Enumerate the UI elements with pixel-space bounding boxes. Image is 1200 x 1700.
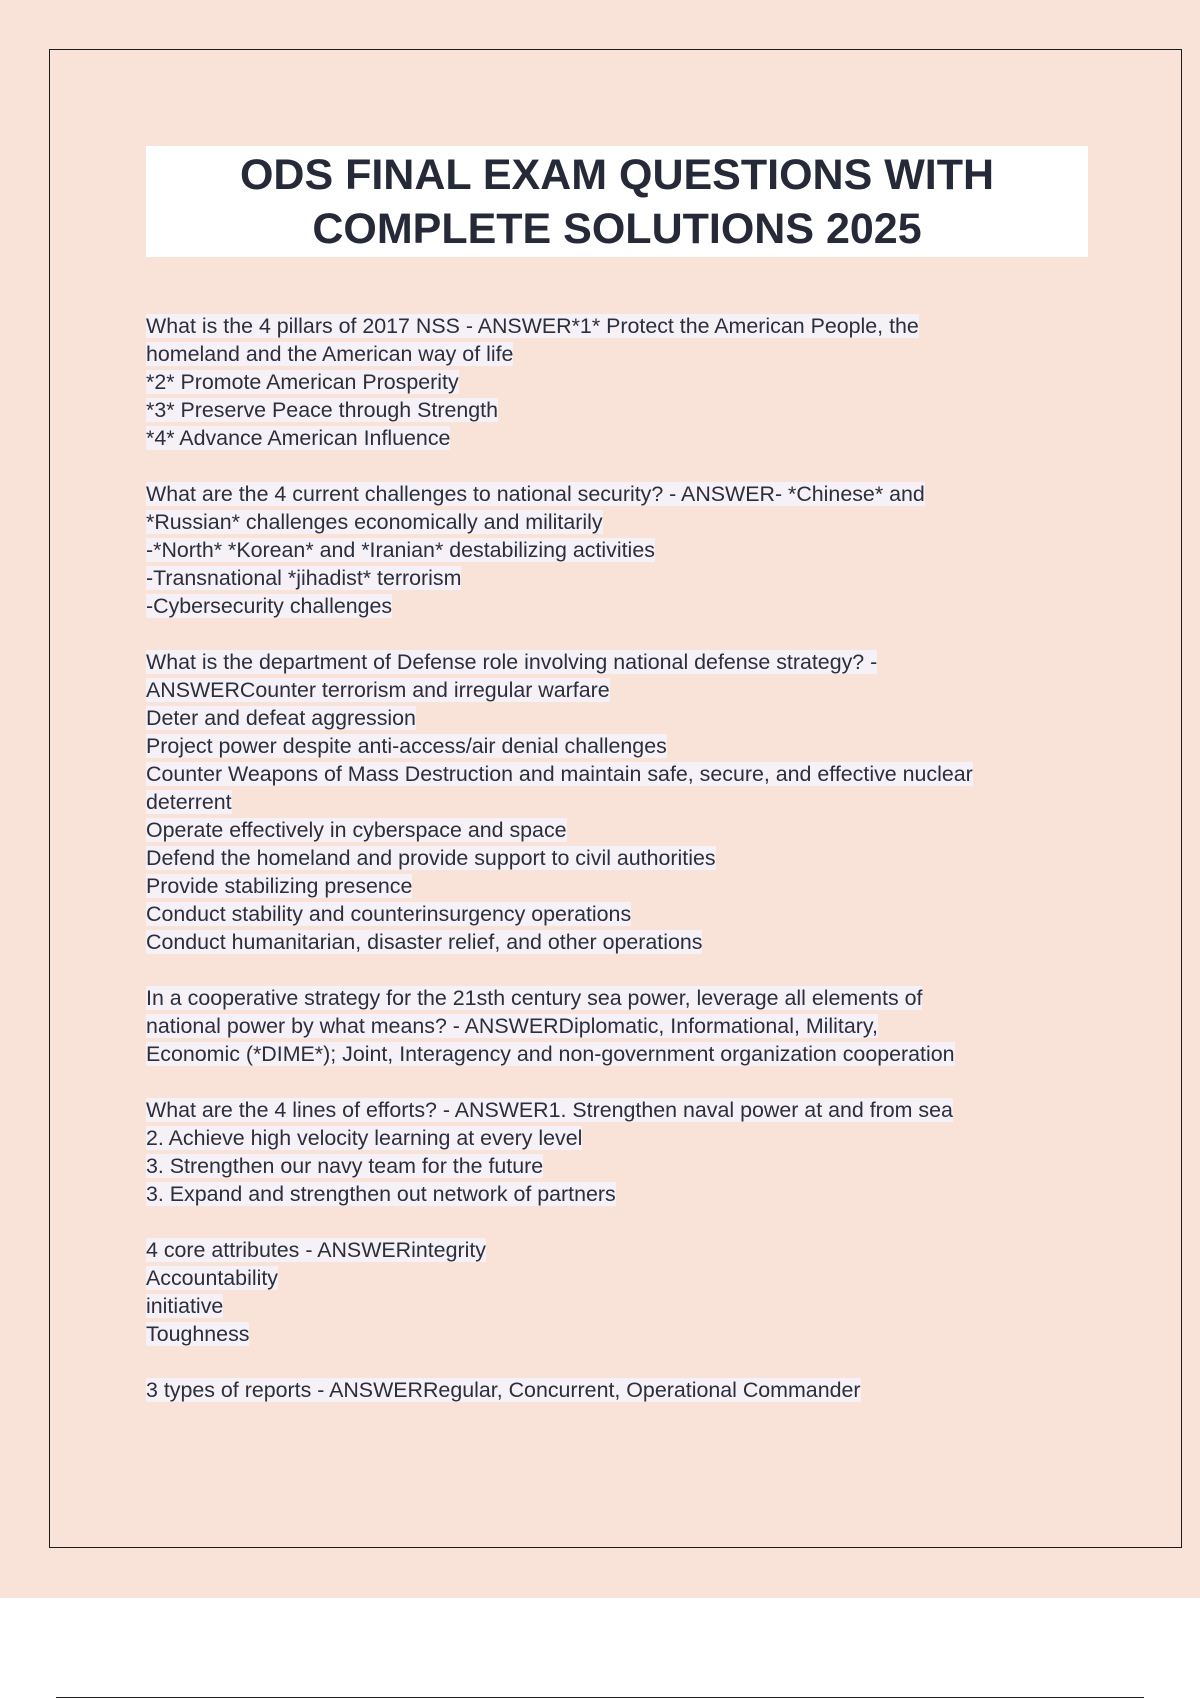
qa-answer-line [146,508,1096,536]
qa-answer-line [146,788,1096,816]
qa-line-text: Toughness [146,1322,250,1346]
qa-line-text: What are the 4 current challenges to national security? - ANSWER- *Chinese* and [146,482,925,506]
bottom-divider [56,1697,1144,1698]
qa-line-text: Provide stabilizing presence [146,874,413,898]
qa-answer-line [146,1152,1096,1180]
qa-question-line [146,984,1096,1012]
qa-line-text: -Transnational *jihadist* terrorism [146,566,462,590]
qa-line-text: Operate effectively in cyberspace and space [146,818,567,842]
qa-answer-line [146,844,1096,872]
qa-line-text: Counter Weapons of Mass Destruction and maintain safe, secure, and effective nuclear [146,762,973,786]
qa-answer-line [146,704,1096,732]
qa-line-text: 4 core attributes - ANSWERintegrity [146,1238,486,1262]
qa-question-line [146,648,1096,676]
qa-answer-line [146,732,1096,760]
qa-question-line [146,312,1096,340]
qa-answer-line [146,1180,1096,1208]
qa-line-text: Conduct stability and counterinsurgency operations [146,902,632,926]
qa-question-line [146,1376,1096,1404]
qa-answer-line [146,1264,1096,1292]
qa-block [146,648,1096,956]
qa-line-text: national power by what means? - ANSWERDiplomatic, Informational, Military, [146,1014,878,1038]
qa-answer-line [146,536,1096,564]
qa-block [146,984,1096,1068]
qa-line-text: *4* Advance American Influence [146,426,451,450]
qa-line-text: 2. Achieve high velocity learning at every level [146,1126,583,1150]
qa-question-line [146,1236,1096,1264]
qa-line-text: *2* Promote American Prosperity [146,370,459,394]
qa-content [146,312,1096,1432]
qa-answer-line [146,1012,1096,1040]
qa-answer-line [146,592,1096,620]
qa-answer-line [146,928,1096,956]
qa-line-text: What is the department of Defense role involving national defense strategy? - [146,650,878,674]
qa-answer-line [146,564,1096,592]
qa-line-text: deterrent [146,790,232,814]
qa-line-text: homeland and the American way of life [146,342,514,366]
qa-answer-line [146,1292,1096,1320]
title-line-2: COMPLETE SOLUTIONS 2025 [312,204,922,253]
qa-line-text: 3 types of reports - ANSWERRegular, Concurrent, Operational Commander [146,1378,861,1402]
qa-line-text: 3. Expand and strengthen out network of partners [146,1182,616,1206]
qa-block [146,480,1096,620]
qa-answer-line [146,816,1096,844]
qa-line-text: Economic (*DIME*); Joint, Interagency and non-government organization cooperation [146,1042,955,1066]
qa-answer-line [146,1040,1096,1068]
qa-answer-line [146,900,1096,928]
qa-line-text: Project power despite anti-access/air denial challenges [146,734,667,758]
qa-line-text: 3. Strengthen our navy team for the future [146,1154,544,1178]
qa-line-text: ANSWERCounter terrorism and irregular warfare [146,678,610,702]
qa-line-text: Defend the homeland and provide support to civil authorities [146,846,716,870]
qa-block [146,1376,1096,1404]
qa-line-text: Accountability [146,1266,278,1290]
qa-answer-line [146,1320,1096,1348]
qa-answer-line [146,396,1096,424]
title-box [146,146,1088,257]
document-title [240,148,994,256]
qa-block [146,1236,1096,1348]
qa-answer-line [146,1124,1096,1152]
qa-line-text: *Russian* challenges economically and militarily [146,510,603,534]
qa-block [146,1096,1096,1208]
qa-line-text: *3* Preserve Peace through Strength [146,398,498,422]
qa-answer-line [146,676,1096,704]
qa-block [146,312,1096,452]
qa-line-text: What are the 4 lines of efforts? - ANSWER1. Strengthen naval power at and from sea [146,1098,953,1122]
qa-line-text: In a cooperative strategy for the 21sth century sea power, leverage all elements of [146,986,923,1010]
qa-line-text: What is the 4 pillars of 2017 NSS - ANSWER*1* Protect the American People, the [146,314,919,338]
qa-line-text: -*North* *Korean* and *Iranian* destabilizing activities [146,538,655,562]
qa-answer-line [146,368,1096,396]
qa-line-text: initiative [146,1294,224,1318]
qa-answer-line [146,872,1096,900]
qa-line-text: Deter and defeat aggression [146,706,416,730]
qa-line-text: -Cybersecurity challenges [146,594,393,618]
qa-answer-line [146,424,1096,452]
qa-line-text: Conduct humanitarian, disaster relief, and other operations [146,930,703,954]
title-line-1: ODS FINAL EXAM QUESTIONS WITH [239,150,995,199]
qa-answer-line [146,340,1096,368]
qa-question-line [146,480,1096,508]
qa-answer-line [146,760,1096,788]
qa-question-line [146,1096,1096,1124]
